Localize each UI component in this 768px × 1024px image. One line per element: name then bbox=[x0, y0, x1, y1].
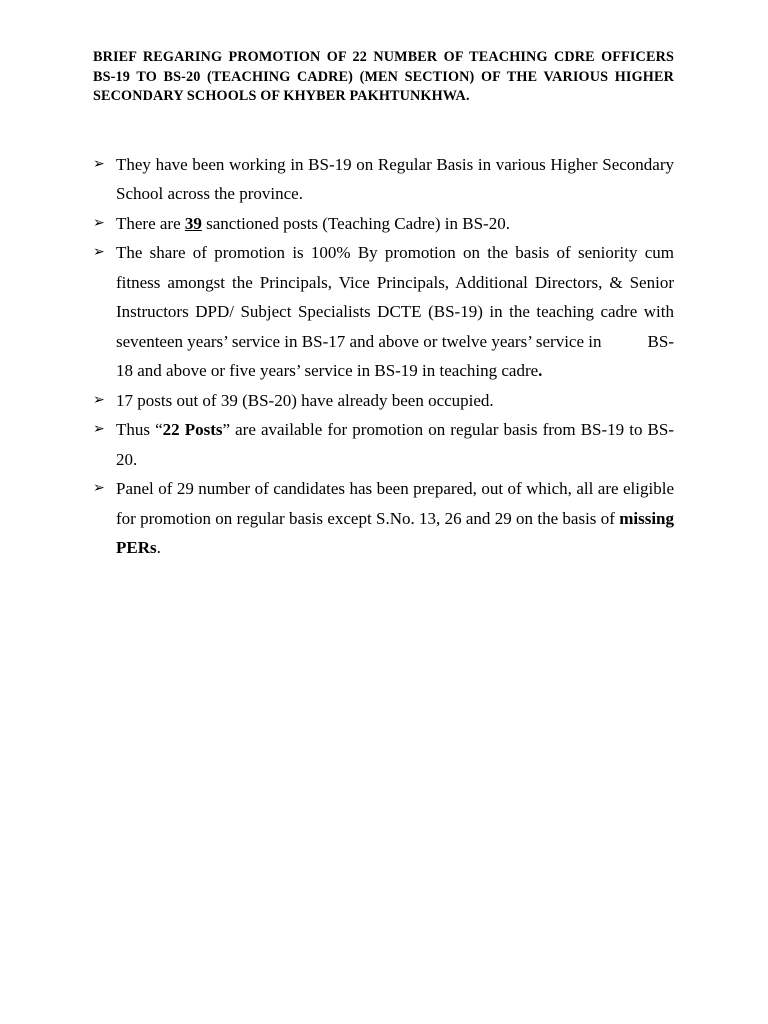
bullet-text: Panel of 29 number of candidates has been prepared, out of which, all are eligible for promotion on regular basis except S.No. 13, 26 and 29 on the basis of bbox=[116, 479, 674, 528]
list-item bbox=[93, 209, 674, 239]
bullet-text: ” are available for promotion on regular basis from BS-19 to BS-20. bbox=[116, 420, 675, 469]
list-item bbox=[93, 238, 674, 386]
bullet-text: The share of promotion is 100% By promotion on the basis of seniority cum fitness amongst the Principals, Vice Principals, Additional Directors, & Senior Instructors DPD/ Subject Specialists DCTE (BS-19) in the teaching cadre with seventeen years’ service in BS-17 and above or twelve years’ service in bbox=[116, 243, 674, 351]
bullet-text: Thus “ bbox=[116, 420, 163, 439]
bullet-text: There are bbox=[116, 213, 185, 233]
bold-period: . bbox=[538, 361, 543, 380]
arrowhead-bullet-icon: ➢ bbox=[93, 214, 105, 231]
arrowhead-bullet-icon: ➢ bbox=[93, 480, 105, 496]
bullet-text: They have been working in BS-19 on Regular Basis in various Higher Secondary School across the province. bbox=[116, 154, 674, 203]
list-item bbox=[93, 474, 674, 563]
sanctioned-posts-count: 39 bbox=[184, 213, 202, 233]
bullet-text: sanctioned posts (Teaching Cadre) in BS-20. bbox=[201, 213, 510, 233]
document-heading: BRIEF REGARING PROMOTION OF 22 NUMBER OF TEACHING CDRE OFFICERS BS-19 TO BS-20 (TEACHING CADRE) (MEN SECTION) OF THE VARIOUS HIGHER SECONDARY SCHOOLS OF KHYBER PAKHTUNKHWA. bbox=[93, 49, 674, 104]
bullet-list bbox=[93, 150, 674, 563]
bullet-text: . bbox=[156, 538, 161, 557]
bullet-text: BS-18 and above or five years’ service in BS-19 in teaching cadre bbox=[116, 331, 674, 380]
arrowhead-bullet-icon: ➢ bbox=[93, 421, 105, 437]
list-item bbox=[93, 150, 674, 209]
list-item bbox=[93, 386, 674, 416]
document-page bbox=[93, 48, 674, 563]
list-item bbox=[93, 415, 674, 474]
available-posts-count: 22 Posts bbox=[162, 420, 223, 439]
arrowhead-bullet-icon: ➢ bbox=[93, 244, 105, 260]
missing-pers-text: missing PERs bbox=[116, 508, 674, 557]
arrowhead-bullet-icon: ➢ bbox=[93, 155, 105, 172]
arrowhead-bullet-icon: ➢ bbox=[93, 391, 105, 408]
bullet-text: 17 posts out of 39 (BS-20) have already been occupied. bbox=[116, 390, 494, 410]
